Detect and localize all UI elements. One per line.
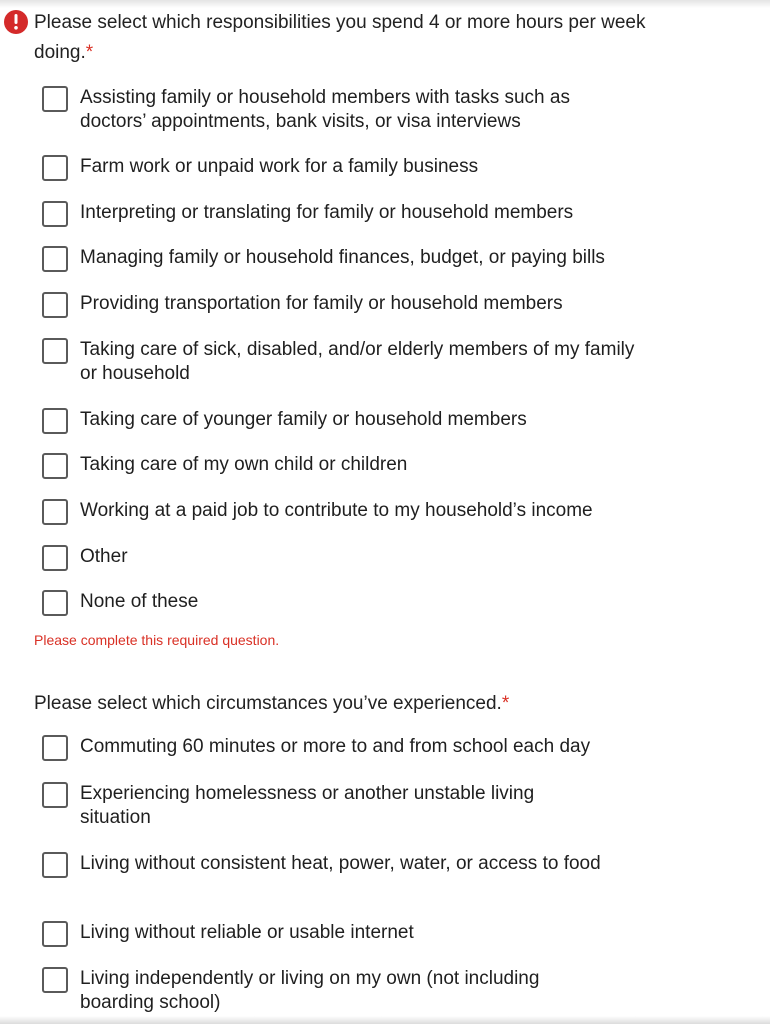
checkbox[interactable] — [42, 155, 68, 181]
option-label: Interpreting or translating for family or household members — [80, 202, 574, 223]
checkbox[interactable] — [42, 545, 68, 571]
checkbox[interactable] — [42, 967, 68, 993]
checkbox[interactable] — [42, 408, 68, 434]
question-responsibilities — [34, 8, 654, 68]
option-label: Managing family or household finances, budget, or paying bills — [80, 247, 605, 268]
checkbox-option[interactable] — [42, 155, 722, 181]
option-label: Other — [80, 546, 128, 567]
required-asterisk: * — [501, 693, 510, 714]
checkbox[interactable] — [42, 246, 68, 272]
checkbox[interactable] — [42, 921, 68, 947]
option-label: Assisting family or household members with tasks such as doctors’ appointments, bank visits, or visa interviews — [80, 87, 570, 132]
checkbox[interactable] — [42, 292, 68, 318]
checkbox[interactable] — [42, 590, 68, 616]
checkbox-option[interactable] — [42, 246, 722, 272]
checkbox-option[interactable] — [42, 782, 722, 830]
checkbox-option[interactable] — [42, 967, 722, 1015]
checkbox[interactable] — [42, 735, 68, 761]
checkbox[interactable] — [42, 201, 68, 227]
checkbox[interactable] — [42, 338, 68, 364]
checkbox[interactable] — [42, 86, 68, 112]
checkbox-option[interactable] — [42, 338, 722, 386]
checkbox-option[interactable] — [42, 921, 722, 947]
checkbox-option[interactable] — [42, 735, 722, 761]
checkbox[interactable] — [42, 453, 68, 479]
option-label: Living independently or living on my own (not including boarding school) — [80, 968, 540, 1013]
question-circumstances — [34, 689, 654, 719]
option-label: Working at a paid job to contribute to my household’s income — [80, 500, 593, 521]
option-label: Experiencing homelessness or another unstable living situation — [80, 783, 535, 828]
option-label: Taking care of sick, disabled, and/or elderly members of my family or household — [80, 339, 635, 384]
checkbox-option[interactable] — [42, 499, 722, 525]
checkbox[interactable] — [42, 782, 68, 808]
checkbox[interactable] — [42, 852, 68, 878]
option-label: Taking care of my own child or children — [80, 454, 408, 475]
option-label: Farm work or unpaid work for a family business — [80, 156, 479, 177]
option-label: Living without consistent heat, power, water, or access to food — [80, 853, 601, 874]
bottom-scroll-shadow — [0, 1016, 770, 1024]
checkbox-option[interactable] — [42, 453, 722, 479]
checkbox-option[interactable] — [42, 86, 722, 134]
option-label: Commuting 60 minutes or more to and from school each day — [80, 736, 591, 757]
required-asterisk: * — [85, 42, 94, 63]
option-label: Providing transportation for family or household members — [80, 293, 563, 314]
checkbox-option[interactable] — [42, 408, 722, 434]
checkbox-option[interactable] — [42, 852, 722, 878]
exclamation-circle-icon — [4, 10, 28, 34]
required-error-message: Please complete this required question. — [34, 632, 280, 648]
checkbox-option[interactable] — [42, 590, 722, 616]
top-scroll-shadow — [0, 0, 770, 8]
question-title: Please select which circumstances you’ve experienced.* — [34, 693, 510, 714]
option-label: Taking care of younger family or household members — [80, 409, 527, 430]
checkbox[interactable] — [42, 499, 68, 525]
question-title: Please select which responsibilities you spend 4 or more hours per week doing.* — [34, 12, 646, 63]
checkbox-option[interactable] — [42, 292, 722, 318]
option-label: None of these — [80, 591, 199, 612]
option-label: Living without reliable or usable internet — [80, 922, 414, 943]
checkbox-option[interactable] — [42, 201, 722, 227]
checkbox-option[interactable] — [42, 545, 722, 571]
